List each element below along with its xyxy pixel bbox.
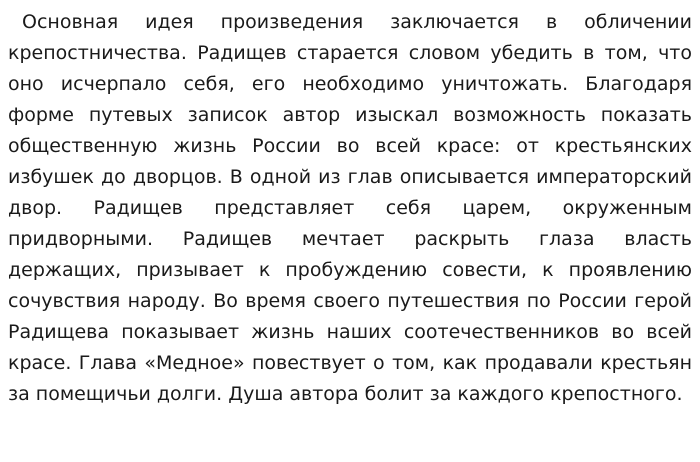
body-paragraph: Основная идея произведения заключается в обличении крепостничества. Радищев старается словом убедить в том, что оно исчерпало себя, его необходимо уничтожать. Благодаря форме путевых записок автор изыскал возможность показать общественную жизнь России во всей красе: от крестьянских избушек до дворцов. В одной из глав описывается императорский двор. Радищев представляет себя царем, окруженным придворными. Радищев мечтает раскрыть глаза власть держащих, призывает к пробуждению совести, к проявлению сочувствия народу. Во время своего путешествия по России герой Радищева показывает жизнь наших соотечественников во всей красе. Глава «Медное» повествует о том, как продавали крестьян за помещичьи долги. Душа автора болит за каждого крепостного. bbox=[8, 11, 692, 405]
